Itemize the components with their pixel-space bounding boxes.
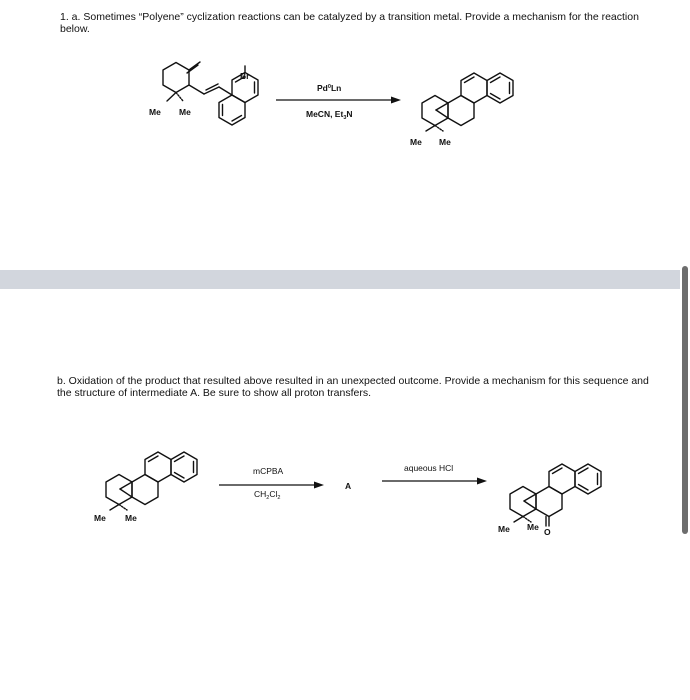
ketone-product-structure (498, 464, 601, 537)
reaction-arrow-1 (276, 83, 401, 121)
acid-label: aqueous HCl (404, 463, 454, 473)
methyl-label: Me (149, 107, 161, 117)
solvent-text-end: N (346, 109, 353, 119)
catalyst-label (317, 83, 341, 93)
solvent-ch: CH (254, 489, 267, 499)
catalyst-oxidation-state: 0 (327, 84, 331, 90)
methyl-label: Me (179, 107, 191, 117)
solvent-subscript: 3 (343, 115, 347, 121)
methyl-label: Me (527, 522, 539, 532)
solvent-label (306, 109, 353, 121)
solvent-cl: Cl (269, 489, 278, 499)
methyl-label: Me (439, 137, 451, 147)
catalyst-ligand: Ln (330, 83, 342, 93)
catalyst-pd: Pd (317, 83, 328, 93)
methyl-label: Me (125, 513, 137, 523)
methyl-label: Me (94, 513, 106, 523)
solvent-subscript: 2 (277, 495, 281, 501)
methyl-label: Me (498, 524, 510, 534)
methyl-label: Me (410, 137, 422, 147)
product-structure (410, 73, 513, 147)
bromo-label: Br (240, 71, 250, 81)
solvent-label (254, 489, 280, 501)
solvent-text: MeCN, Et (306, 109, 344, 119)
starting-material-structure (94, 452, 197, 523)
reaction-arrow-3 (382, 463, 487, 485)
reactant-structure (149, 62, 258, 125)
intermediate-a-label: A (345, 481, 352, 491)
oxidant-label: mCPBA (253, 466, 284, 476)
question-1-prompt: 1. a. Sometimes “Polyene” cyclization reactions can be catalyzed by a transition metal. Provide a mechanism for the reaction below. (60, 11, 639, 35)
carbonyl-oxygen-label: O (544, 527, 551, 537)
question-2-prompt: b. Oxidation of the product that resulted above resulted in an unexpected outcome. Provide a mechanism for this sequence and the structure of intermediate A. Be sure to show all proton transfers. (57, 375, 649, 399)
reaction-arrow-2 (219, 466, 324, 501)
solvent-subscript: 2 (266, 495, 270, 501)
